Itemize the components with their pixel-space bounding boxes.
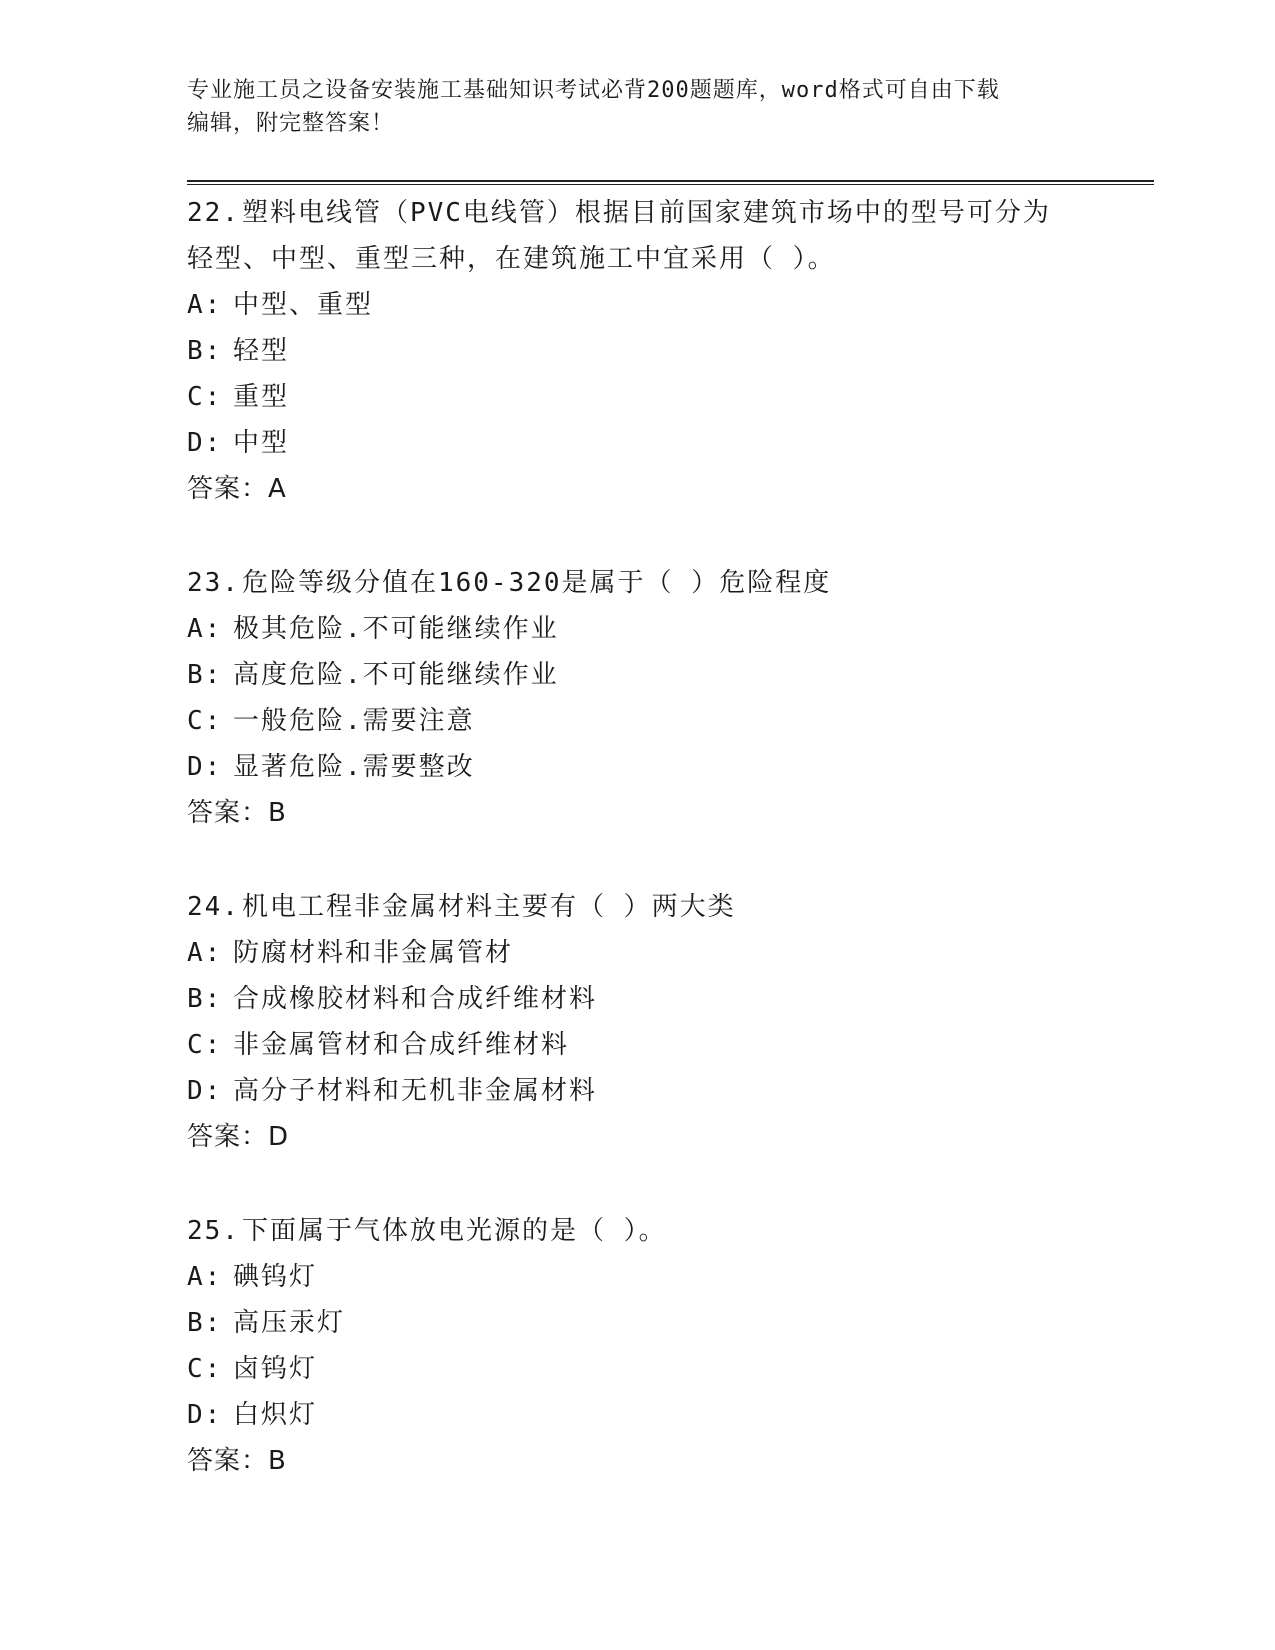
question-text-line-1: 危险等级分值在160-320是属于（ ）危险程度 [241, 568, 832, 598]
answer-line: 答案：D [187, 1122, 290, 1152]
answer-line: 答案：A [187, 474, 287, 504]
option-c [187, 698, 1087, 744]
option-d [187, 420, 1087, 466]
question-stem [187, 190, 1087, 236]
option-c [187, 374, 1087, 420]
option-d [187, 744, 1087, 790]
option-label: C: [187, 706, 223, 736]
option-text: 合成橡胶材料和合成纤维材料 [233, 984, 598, 1014]
question-list [187, 190, 1087, 1532]
option-label: D: [187, 1076, 223, 1106]
option-label: C: [187, 1030, 223, 1060]
question-number: 24. [187, 892, 240, 922]
option-label: D: [187, 1400, 223, 1430]
option-text: 轻型 [233, 336, 290, 366]
question-stem [187, 560, 1087, 606]
question-25 [187, 1208, 1087, 1484]
option-text: 重型 [233, 382, 290, 412]
answer-line: 答案：B [187, 798, 287, 828]
question-stem [187, 884, 1087, 930]
option-text: 极其危险.不可能继续作业 [233, 614, 559, 644]
option-text: 高分子材料和无机非金属材料 [233, 1076, 598, 1106]
question-number: 25. [187, 1216, 240, 1246]
question-text-line-2: 轻型、中型、重型三种，在建筑施工中宜采用（ ）。 [187, 244, 836, 274]
option-label: C: [187, 382, 223, 412]
option-d [187, 1068, 1087, 1114]
option-label: A: [187, 290, 223, 320]
option-a [187, 606, 1087, 652]
question-22 [187, 190, 1087, 512]
question-number: 22. [187, 198, 240, 228]
header-line-1: 专业施工员之设备安装施工基础知识考试必背200题题库，word格式可自由下载 [187, 78, 1000, 103]
header-divider-thick [187, 180, 1154, 182]
option-b [187, 976, 1087, 1022]
option-b [187, 1300, 1087, 1346]
option-label: B: [187, 984, 223, 1014]
option-b [187, 652, 1087, 698]
answer-line: 答案：B [187, 1446, 287, 1476]
option-label: D: [187, 428, 223, 458]
option-label: D: [187, 752, 223, 782]
option-text: 白炽灯 [233, 1400, 318, 1430]
option-c [187, 1022, 1087, 1068]
question-text-line-1: 塑料电线管（PVC电线管）根据目前国家建筑市场中的型号可分为 [241, 198, 1051, 228]
option-text: 卤钨灯 [233, 1354, 318, 1384]
option-b [187, 328, 1087, 374]
option-text: 显著危险.需要整改 [233, 752, 475, 782]
question-23 [187, 560, 1087, 836]
option-label: B: [187, 1308, 223, 1338]
option-label: A: [187, 938, 223, 968]
header-line-2: 编辑，附完整答案！ [187, 111, 395, 136]
option-text: 防腐材料和非金属管材 [233, 938, 514, 968]
option-label: B: [187, 336, 223, 366]
question-number: 23. [187, 568, 240, 598]
option-text: 高压汞灯 [233, 1308, 346, 1338]
option-text: 碘钨灯 [233, 1262, 318, 1292]
option-a [187, 930, 1087, 976]
option-c [187, 1346, 1087, 1392]
document-header [187, 74, 1067, 140]
option-text: 一般危险.需要注意 [233, 706, 475, 736]
question-text-line-1: 机电工程非金属材料主要有（ ）两大类 [241, 892, 736, 922]
question-text-line-1: 下面属于气体放电光源的是（ ）。 [241, 1216, 667, 1246]
option-label: B: [187, 660, 223, 690]
header-divider-thin [187, 184, 1154, 185]
option-text: 高度危险.不可能继续作业 [233, 660, 559, 690]
option-label: A: [187, 1262, 223, 1292]
question-stem [187, 1208, 1087, 1254]
option-a [187, 1254, 1087, 1300]
option-text: 中型 [233, 428, 290, 458]
option-d [187, 1392, 1087, 1438]
option-a [187, 282, 1087, 328]
option-label: A: [187, 614, 223, 644]
question-24 [187, 884, 1087, 1160]
option-text: 非金属管材和合成纤维材料 [233, 1030, 570, 1060]
option-label: C: [187, 1354, 223, 1384]
option-text: 中型、重型 [233, 290, 374, 320]
